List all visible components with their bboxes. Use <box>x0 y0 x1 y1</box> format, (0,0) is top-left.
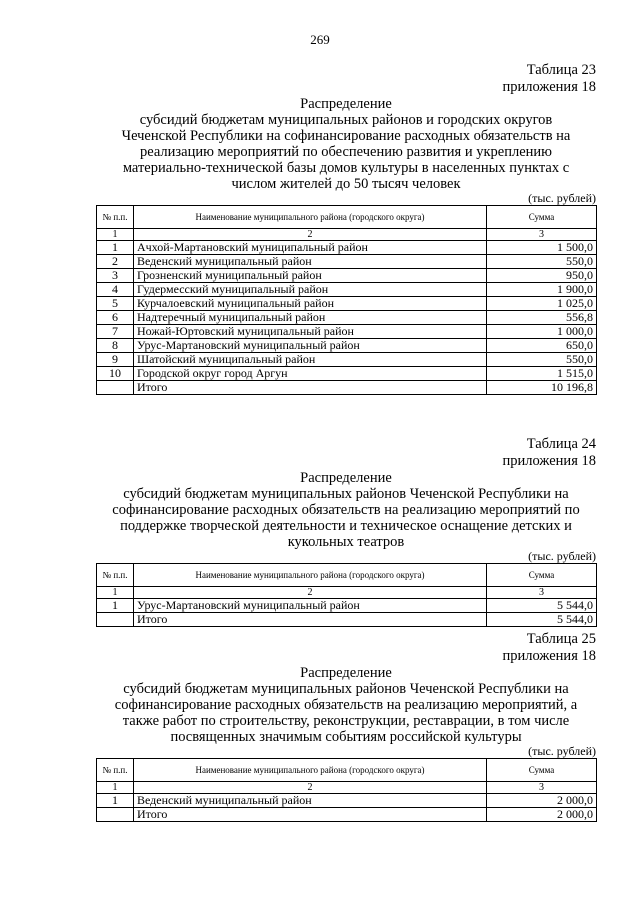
row-number: 4 <box>97 283 134 297</box>
row-sum: 5 544,0 <box>487 599 597 613</box>
table-subtitle-line: также работ по строительству, реконструкции, реставрации, в том числе <box>122 713 570 729</box>
table-25-section <box>96 631 596 822</box>
row-sum: 550,0 <box>487 255 597 269</box>
table-title: Распределение <box>300 470 392 486</box>
table-subtitle-line: софинансирование расходных обязательств на реализацию мероприятий, а <box>114 697 578 713</box>
table-subtitle-line: материально-технической базы домов культуры в населенных пунктах с <box>122 160 570 176</box>
table-row <box>97 367 597 381</box>
row-name: Ачхой-Мартановский муниципальный район <box>134 241 487 255</box>
row-sum: 950,0 <box>487 269 597 283</box>
row-name: Надтеречный муниципальный район <box>134 311 487 325</box>
table-row <box>97 255 597 269</box>
header-no: № п.п. <box>97 564 134 587</box>
table-subtitle-line: числом жителей до 50 тысяч человек <box>231 176 461 192</box>
row-number: 5 <box>97 297 134 311</box>
table-row <box>97 269 597 283</box>
table-row <box>97 283 597 297</box>
total-row <box>97 381 597 395</box>
table-24-section <box>96 436 596 627</box>
table-row <box>97 325 597 339</box>
total-sum: 10 196,8 <box>487 381 597 395</box>
row-sum: 550,0 <box>487 353 597 367</box>
table-subtitle-line: субсидий бюджетам муниципальных районов и городских округов <box>139 112 553 128</box>
table-appendix-label: приложения 18 <box>502 453 596 469</box>
table-header-row <box>97 759 597 782</box>
total-label: Итого <box>134 381 487 395</box>
total-empty-cell <box>97 613 134 627</box>
table-row <box>97 311 597 325</box>
row-sum: 1 515,0 <box>487 367 597 381</box>
table-subtitle-line: Чеченской Республики на софинансирование расходных обязательств на <box>121 128 571 144</box>
table-row <box>97 794 597 808</box>
header-sum: Сумма <box>487 564 597 587</box>
table-subtitle-line: субсидий бюджетам муниципальных районов Чеченской Республики на <box>123 681 569 697</box>
column-number-row <box>97 587 597 599</box>
row-name: Ножай-Юртовский муниципальный район <box>134 325 487 339</box>
table-header-row <box>97 564 597 587</box>
table-heading <box>96 470 596 550</box>
row-number: 6 <box>97 311 134 325</box>
table-row <box>97 339 597 353</box>
row-name: Веденский муниципальный район <box>134 255 487 269</box>
table-title: Распределение <box>300 96 392 112</box>
header-no: № п.п. <box>97 206 134 229</box>
units-label: (тыс. рублей) <box>528 744 596 758</box>
units-label: (тыс. рублей) <box>528 549 596 563</box>
column-number: 3 <box>487 782 597 794</box>
table-appendix-label: приложения 18 <box>502 79 596 95</box>
row-name: Грозненский муниципальный район <box>134 269 487 283</box>
table-label: Таблица 23 <box>526 62 596 78</box>
row-name: Шатойский муниципальный район <box>134 353 487 367</box>
header-sum: Сумма <box>487 759 597 782</box>
subsidy-table <box>96 758 597 822</box>
header-name: Наименование муниципального района (городского округа) <box>134 564 487 587</box>
row-sum: 2 000,0 <box>487 794 597 808</box>
table-23-section <box>96 62 596 395</box>
row-number: 9 <box>97 353 134 367</box>
table-appendix-label: приложения 18 <box>502 648 596 664</box>
header-name: Наименование муниципального района (городского округа) <box>134 759 487 782</box>
row-number: 3 <box>97 269 134 283</box>
table-label: Таблица 25 <box>526 631 596 647</box>
table-title: Распределение <box>300 665 392 681</box>
units-label: (тыс. рублей) <box>528 191 596 205</box>
table-subtitle-line: софинансирование расходных обязательств на реализацию мероприятий по <box>112 502 580 518</box>
total-sum: 2 000,0 <box>487 808 597 822</box>
column-number: 1 <box>97 229 134 241</box>
total-row <box>97 808 597 822</box>
table-row <box>97 599 597 613</box>
total-label: Итого <box>134 613 487 627</box>
row-number: 8 <box>97 339 134 353</box>
row-sum: 1 500,0 <box>487 241 597 255</box>
row-name: Городской округ город Аргун <box>134 367 487 381</box>
table-subtitle-line: реализацию мероприятий по обеспечению развития и укреплению <box>140 144 552 160</box>
subsidy-table <box>96 205 597 395</box>
table-subtitle-line: субсидий бюджетам муниципальных районов Чеченской Республики на <box>123 486 569 502</box>
row-name: Урус-Мартановский муниципальный район <box>134 339 487 353</box>
table-subtitle-line: поддержке творческой деятельности и техническое оснащение детских и <box>120 518 572 534</box>
column-number: 2 <box>134 587 487 599</box>
column-number: 3 <box>487 229 597 241</box>
row-sum: 1 900,0 <box>487 283 597 297</box>
row-number: 1 <box>97 794 134 808</box>
header-sum: Сумма <box>487 206 597 229</box>
row-name: Гудермесский муниципальный район <box>134 283 487 297</box>
row-name: Курчалоевский муниципальный район <box>134 297 487 311</box>
table-heading <box>96 96 596 192</box>
row-name: Веденский муниципальный район <box>134 794 487 808</box>
row-number: 2 <box>97 255 134 269</box>
table-subtitle-line: кукольных театров <box>287 534 405 550</box>
column-number: 1 <box>97 782 134 794</box>
total-empty-cell <box>97 381 134 395</box>
row-sum: 1 000,0 <box>487 325 597 339</box>
column-number-row <box>97 782 597 794</box>
row-number: 10 <box>97 367 134 381</box>
total-sum: 5 544,0 <box>487 613 597 627</box>
column-number: 3 <box>487 587 597 599</box>
row-sum: 556,8 <box>487 311 597 325</box>
table-heading <box>96 665 596 745</box>
table-header-row <box>97 206 597 229</box>
table-row <box>97 241 597 255</box>
subsidy-table <box>96 563 597 627</box>
table-subtitle-line: посвященных значимым событиям российской культуры <box>170 729 522 745</box>
total-row <box>97 613 597 627</box>
table-label: Таблица 24 <box>526 436 596 452</box>
row-name: Урус-Мартановский муниципальный район <box>134 599 487 613</box>
row-number: 1 <box>97 241 134 255</box>
column-number-row <box>97 229 597 241</box>
total-empty-cell <box>97 808 134 822</box>
total-label: Итого <box>134 808 487 822</box>
column-number: 2 <box>134 229 487 241</box>
row-sum: 1 025,0 <box>487 297 597 311</box>
column-number: 1 <box>97 587 134 599</box>
header-name: Наименование муниципального района (городского округа) <box>134 206 487 229</box>
table-row <box>97 353 597 367</box>
page-number: 269 <box>310 32 330 47</box>
row-sum: 650,0 <box>487 339 597 353</box>
header-no: № п.п. <box>97 759 134 782</box>
table-row <box>97 297 597 311</box>
row-number: 1 <box>97 599 134 613</box>
column-number: 2 <box>134 782 487 794</box>
row-number: 7 <box>97 325 134 339</box>
